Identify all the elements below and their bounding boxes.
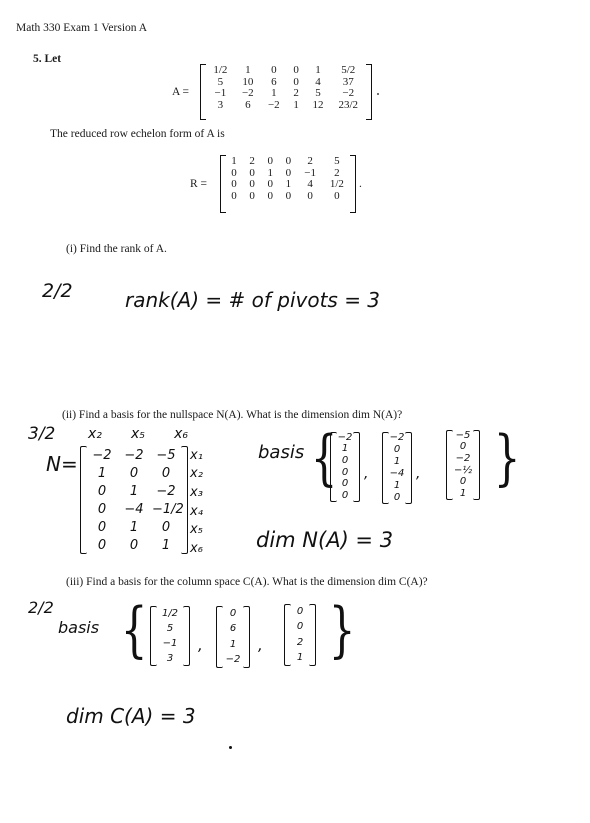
matrix-a-cell: 1 — [293, 98, 299, 111]
null-matrix-left-bracket — [80, 446, 87, 554]
matrix-r-cell: 0 — [285, 166, 292, 179]
null-matrix-cell: 0 — [161, 465, 171, 481]
separator-comma: , — [364, 466, 369, 482]
part-ii-basis-label: basis — [258, 442, 305, 463]
vector-bracket-left — [284, 604, 291, 666]
rref-sentence: The reduced row echelon form of A is — [50, 128, 225, 140]
matrix-a-cell: 4 — [315, 75, 321, 88]
matrix-a-cell: 6 — [245, 98, 251, 111]
vector-entry: 0 — [341, 490, 349, 502]
null-matrix-cell: −2 — [124, 447, 144, 463]
matrix-r-left-bracket — [220, 155, 226, 213]
free-variable-labels — [88, 426, 188, 442]
matrix-a-cell: 0 — [293, 75, 299, 88]
null-matrix-row — [88, 448, 180, 463]
separator-comma: , — [198, 636, 203, 654]
stray-dot — [229, 746, 232, 749]
row-variable-label: x₆ — [190, 541, 203, 557]
part-ii-right-brace: } — [493, 423, 521, 493]
vector-entry: −2 — [337, 431, 353, 443]
vector-bracket-right — [309, 604, 316, 666]
matrix-a-cell: 10 — [242, 75, 254, 88]
part-ii-left-brace: { — [310, 423, 338, 493]
matrix-a-cell: −2 — [267, 98, 280, 111]
vector-entry: 0 — [393, 444, 401, 455]
matrix-a-cell: 0 — [271, 64, 277, 76]
null-matrix-cell: 1 — [129, 483, 139, 499]
vector-bracket-left — [150, 606, 157, 666]
null-matrix-label: N= — [46, 452, 78, 476]
separator-comma: , — [258, 636, 263, 654]
matrix-a-cell: 1/2 — [213, 64, 228, 76]
matrix-a-table — [206, 65, 366, 111]
vector-entry: 0 — [296, 621, 304, 633]
matrix-r-cell: 0 — [249, 178, 255, 190]
matrix-r-cell: 2 — [307, 155, 313, 167]
part-iii-dimension: dim C(A) = 3 — [66, 704, 196, 728]
matrix-a-right-bracket — [366, 64, 372, 120]
matrix-a-cell: 1 — [271, 87, 277, 99]
matrix-a-row — [206, 100, 366, 112]
part-i-question: (i) Find the rank of A. — [66, 243, 167, 255]
matrix-a-cell: 37 — [342, 75, 354, 88]
matrix-r-cell: 0 — [231, 189, 237, 202]
part-iii-right-brace: } — [328, 595, 356, 665]
part-ii-dimension: dim N(A) = 3 — [256, 528, 394, 552]
row-variable-labels — [190, 446, 203, 558]
matrix-r-cell: 0 — [249, 189, 255, 202]
matrix-r-row — [225, 191, 351, 203]
vector-entry: 6 — [229, 623, 237, 635]
matrix-a-cell: −2 — [241, 87, 254, 99]
matrix-r-cell: 0 — [267, 155, 274, 167]
part-iii-question: (iii) Find a basis for the column space C(A). What is the dimension dim C(A)? — [66, 576, 428, 588]
part-ii-question: (ii) Find a basis for the nullspace N(A). What is the dimension dim N(A)? — [62, 409, 403, 421]
matrix-r-cell: 2 — [334, 166, 340, 179]
null-basis-vector-2 — [382, 432, 412, 504]
vector-entry: 0 — [393, 492, 401, 503]
matrix-a-cell: −2 — [342, 87, 355, 99]
matrix-r-cell: −1 — [304, 166, 316, 179]
null-matrix-cell: 0 — [129, 537, 139, 553]
matrix-a-cell: 5/2 — [341, 64, 356, 76]
null-matrix-cell: 1 — [161, 537, 171, 553]
stray-dot — [377, 93, 379, 95]
vector-entry: −1 — [162, 637, 178, 649]
matrix-r-cell: 5 — [334, 155, 340, 167]
vector-entry: −2 — [455, 453, 471, 465]
vector-entry: 0 — [229, 607, 237, 619]
matrix-r-cell: 0 — [334, 189, 340, 202]
matrix-r-cell: 0 — [307, 189, 313, 202]
matrix-r-cell: 4 — [307, 178, 313, 190]
row-variable-label: x₂ — [190, 466, 203, 482]
vector-bracket-right — [183, 606, 190, 666]
row-variable-label: x₅ — [190, 522, 203, 538]
vector-bracket-left — [216, 606, 223, 668]
part-i-score: 2/2 — [42, 280, 73, 302]
part-ii-score: 3/2 — [28, 424, 56, 444]
vector-entry: 1/2 — [161, 607, 179, 619]
part-iii-basis-label: basis — [58, 618, 100, 637]
exam-header: Math 330 Exam 1 Version A — [16, 22, 148, 34]
matrix-r — [220, 155, 356, 213]
matrix-a-cell: 1 — [315, 64, 321, 76]
null-matrix — [80, 446, 188, 554]
null-matrix-cell: 0 — [97, 519, 107, 535]
matrix-r-cell: 1/2 — [329, 178, 344, 190]
matrix-a-cell: 12 — [312, 98, 324, 111]
vector-entry: −4 — [389, 468, 405, 479]
matrix-r-table — [225, 156, 351, 202]
matrix-r-cell: 1 — [231, 155, 237, 167]
free-var-x2: x₂ — [88, 426, 102, 442]
vector-entry: 0 — [341, 478, 349, 490]
problem-label: 5. Let — [33, 53, 62, 65]
vector-bracket-right — [405, 432, 412, 504]
matrix-a-left-bracket — [200, 64, 206, 120]
separator-comma: , — [416, 466, 421, 482]
free-var-x5: x₅ — [131, 426, 145, 442]
matrix-a-cell: 0 — [293, 64, 299, 76]
matrix-r-cell: 1 — [267, 166, 274, 179]
null-matrix-cell: 0 — [161, 519, 171, 535]
vector-entry: 0 — [341, 466, 349, 478]
vector-entry: 2 — [296, 636, 304, 648]
part-iii-score: 2/2 — [28, 598, 54, 617]
vector-entry: 0 — [459, 441, 467, 453]
col-basis-vector-1 — [150, 606, 190, 666]
matrix-a-cell: 5 — [315, 87, 321, 99]
matrix-r-row — [225, 156, 351, 168]
matrix-a-cell: 1 — [245, 64, 251, 76]
matrix-r-cell: 2 — [249, 155, 255, 167]
matrix-r-cell: 0 — [267, 189, 274, 202]
vector-entry: 1 — [296, 652, 304, 664]
part-iii-left-brace: { — [120, 595, 148, 665]
null-matrix-cell: −1/2 — [152, 501, 184, 517]
vector-bracket-right — [473, 430, 480, 500]
matrix-a-cell: 23/2 — [338, 98, 359, 111]
free-var-x6: x₆ — [174, 426, 188, 442]
matrix-r-right-bracket — [350, 155, 356, 213]
null-matrix-row — [88, 484, 180, 499]
matrix-a-row — [206, 65, 366, 77]
matrix-r-cell: 0 — [285, 155, 292, 167]
vector-entry: −5 — [455, 429, 471, 441]
vector-entry: −2 — [389, 432, 405, 443]
vector-entry: 3 — [166, 652, 174, 664]
vector-entry: 5 — [166, 622, 174, 634]
null-matrix-cell: −2 — [156, 483, 176, 499]
null-matrix-right-bracket — [181, 446, 188, 554]
matrix-a-name: A = — [172, 86, 190, 98]
vector-entry: 0 — [296, 605, 304, 617]
col-basis-vector-3 — [284, 604, 316, 666]
matrix-r-cell: 0 — [231, 178, 237, 190]
matrix-a — [200, 64, 372, 120]
vector-entry: −½ — [453, 464, 473, 476]
null-matrix-cell: −5 — [156, 447, 176, 463]
vector-bracket-right — [243, 606, 250, 668]
col-basis-vector-2 — [216, 606, 250, 668]
matrix-a-cell: 5 — [217, 75, 224, 88]
vector-entry: 1 — [393, 480, 401, 491]
null-matrix-row — [88, 520, 180, 535]
null-matrix-cell: 1 — [129, 519, 139, 535]
vector-entry: −2 — [225, 654, 241, 666]
null-matrix-row — [88, 501, 184, 517]
matrix-a-cell: 3 — [217, 98, 224, 111]
matrix-a-cell: 6 — [271, 75, 277, 88]
null-matrix-row — [88, 538, 180, 553]
vector-entry: 1 — [341, 443, 349, 455]
matrix-a-cell: −1 — [214, 87, 227, 99]
null-basis-vector-1 — [330, 432, 360, 502]
null-matrix-cell: 0 — [97, 537, 107, 553]
vector-bracket-right — [353, 432, 360, 502]
matrix-r-cell: 0 — [285, 189, 292, 202]
matrix-r-cell: 0 — [249, 166, 255, 179]
vector-entry: 0 — [459, 476, 467, 488]
row-variable-label: x₄ — [190, 503, 203, 519]
null-matrix-rows — [80, 446, 188, 554]
vector-entry: 0 — [341, 455, 349, 467]
null-matrix-cell: −2 — [92, 447, 112, 463]
null-matrix-cell: 0 — [97, 483, 107, 499]
vector-entry: 1 — [393, 456, 401, 467]
vector-bracket-left — [446, 430, 453, 500]
vector-bracket-left — [330, 432, 337, 502]
vector-entry: 1 — [229, 638, 237, 650]
vector-entry: 1 — [459, 488, 467, 500]
matrix-r-period: . — [359, 178, 362, 190]
row-variable-label: x₁ — [190, 447, 203, 463]
matrix-r-cell: 0 — [231, 166, 237, 179]
row-variable-label: x₃ — [190, 485, 203, 501]
matrix-a-cell: 2 — [293, 87, 299, 99]
null-matrix-cell: 0 — [129, 465, 139, 481]
matrix-r-name: R = — [190, 178, 208, 190]
vector-bracket-left — [382, 432, 389, 504]
null-matrix-cell: −4 — [124, 501, 144, 517]
part-i-answer: rank(A) = # of pivots = 3 — [125, 288, 381, 312]
matrix-r-cell: 1 — [285, 178, 292, 190]
null-matrix-row — [88, 466, 180, 481]
null-basis-vector-3 — [446, 430, 480, 500]
matrix-r-row — [225, 179, 351, 191]
matrix-r-cell: 0 — [267, 178, 274, 190]
matrix-a-row — [206, 88, 366, 100]
null-matrix-cell: 1 — [97, 465, 107, 481]
null-matrix-cell: 0 — [97, 501, 107, 517]
